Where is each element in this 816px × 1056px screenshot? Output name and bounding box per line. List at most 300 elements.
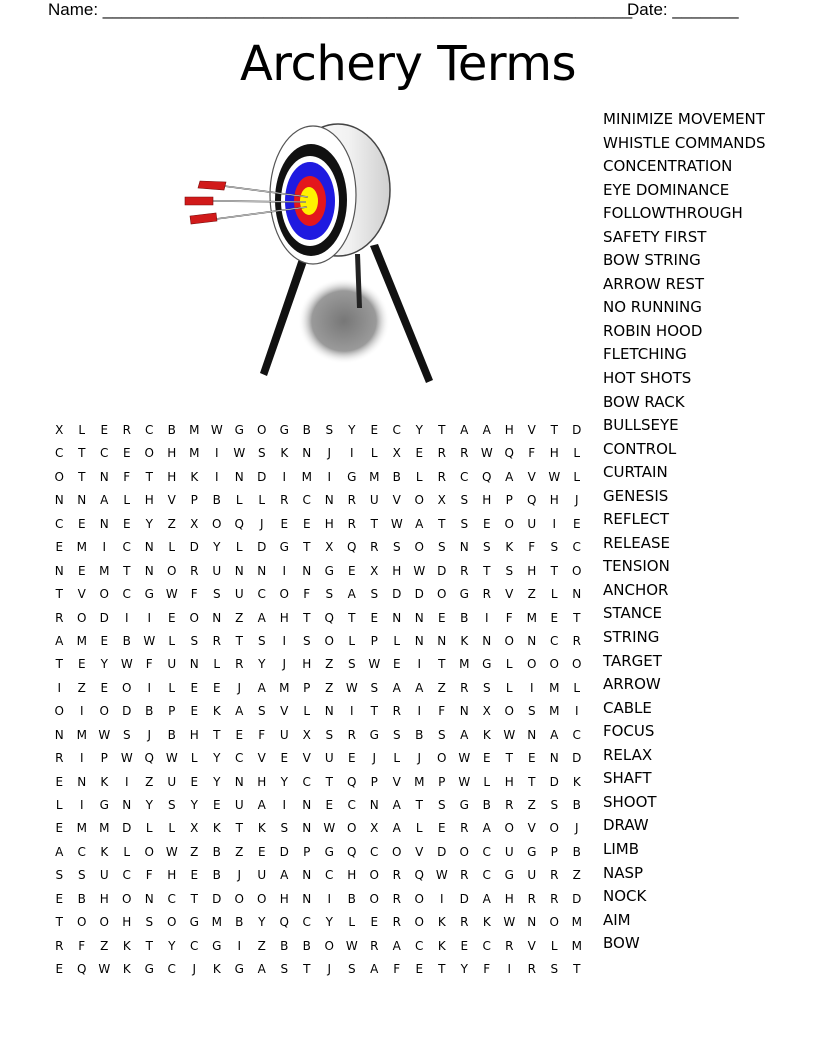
grid-letter: H	[392, 563, 402, 578]
grid-letter: V	[302, 751, 311, 766]
word-list-item: FOLLOWTHROUGH	[603, 204, 743, 223]
grid-letter: K	[505, 540, 514, 555]
grid-letter: O	[527, 657, 537, 672]
word-list-item: CONCENTRATION	[603, 157, 733, 176]
grid-letter: I	[327, 469, 332, 484]
grid-letter: O	[122, 891, 132, 906]
grid-letter: Y	[213, 774, 221, 789]
grid-letter: R	[235, 657, 244, 672]
grid-letter: P	[438, 774, 446, 789]
grid-letter: E	[437, 821, 446, 836]
grid-letter: F	[528, 446, 536, 461]
grid-letter: U	[369, 493, 379, 508]
grid-letter: T	[438, 516, 446, 531]
grid-letter: R	[280, 493, 289, 508]
grid-letter: I	[102, 540, 107, 555]
grid-letter: H	[482, 493, 492, 508]
grid-letter: E	[347, 751, 356, 766]
grid-letter: E	[77, 563, 86, 578]
grid-row	[48, 607, 588, 630]
grid-letter: P	[190, 493, 198, 508]
word-list-item: NO RUNNING	[603, 298, 702, 317]
grid-letter: E	[415, 446, 424, 461]
grid-letter: F	[438, 704, 446, 719]
grid-letter: D	[392, 587, 402, 602]
grid-letter: S	[437, 540, 446, 555]
grid-letter: E	[212, 680, 221, 695]
grid-letter: R	[392, 915, 401, 930]
grid-letter: O	[572, 657, 582, 672]
grid-letter: S	[347, 962, 356, 977]
grid-row	[48, 583, 588, 606]
grid-letter: B	[167, 727, 176, 742]
grid-letter: N	[54, 493, 64, 508]
grid-letter: G	[459, 587, 469, 602]
grid-letter: O	[99, 587, 109, 602]
grid-letter: T	[55, 657, 63, 672]
grid-letter: D	[122, 704, 132, 719]
grid-letter: J	[417, 751, 422, 766]
grid-letter: O	[324, 938, 334, 953]
grid-letter: Y	[325, 915, 333, 930]
word-list-item: REFLECT	[603, 510, 669, 529]
grid-letter: H	[279, 610, 289, 625]
grid-letter: R	[437, 469, 446, 484]
grid-letter: M	[76, 727, 87, 742]
grid-letter: T	[438, 657, 446, 672]
word-list-item: GENESIS	[603, 486, 669, 505]
grid-letter: Q	[504, 446, 514, 461]
grid-letter: W	[323, 821, 336, 836]
grid-letter: O	[504, 821, 514, 836]
grid-row	[48, 771, 588, 794]
grid-row	[48, 700, 588, 723]
grid-letter: L	[213, 657, 221, 672]
word-list-item: DRAW	[603, 816, 649, 835]
grid-letter: Y	[213, 751, 221, 766]
grid-letter: L	[235, 540, 243, 555]
grid-letter: W	[98, 962, 111, 977]
grid-letter: M	[189, 446, 200, 461]
grid-letter: K	[482, 727, 491, 742]
grid-letter: R	[572, 633, 581, 648]
grid-letter: E	[437, 610, 446, 625]
grid-letter: R	[370, 540, 379, 555]
word-list-item: ROBIN HOOD	[603, 321, 703, 340]
grid-letter: B	[415, 727, 424, 742]
grid-letter: S	[460, 493, 469, 508]
grid-letter: L	[415, 821, 423, 836]
grid-letter: Z	[257, 938, 266, 953]
grid-letter: K	[437, 915, 446, 930]
grid-letter: O	[549, 821, 559, 836]
grid-row	[48, 958, 588, 981]
grid-letter: R	[505, 938, 514, 953]
grid-letter: N	[572, 587, 582, 602]
grid-letter: U	[212, 563, 222, 578]
grid-letter: F	[145, 868, 153, 883]
word-list-item: SHAFT	[603, 769, 652, 788]
grid-letter: I	[124, 610, 129, 625]
grid-letter: L	[573, 680, 581, 695]
grid-letter: V	[392, 774, 401, 789]
grid-row	[48, 935, 588, 958]
grid-letter: Y	[145, 798, 153, 812]
grid-letter: N	[234, 469, 244, 484]
grid-letter: Y	[280, 774, 288, 789]
grid-letter: M	[571, 938, 582, 953]
grid-letter: Z	[145, 774, 154, 789]
grid-letter: H	[549, 493, 559, 508]
grid-letter: K	[122, 962, 131, 977]
grid-letter: R	[347, 727, 356, 742]
grid-letter: L	[123, 493, 131, 508]
grid-letter: K	[100, 774, 109, 789]
grid-letter: O	[504, 633, 514, 648]
grid-letter: S	[302, 633, 311, 648]
grid-letter: O	[414, 915, 424, 930]
grid-letter: Q	[347, 774, 357, 789]
grid-letter: B	[167, 423, 176, 437]
grid-letter: C	[302, 774, 311, 789]
grid-letter: A	[257, 962, 266, 977]
grid-letter: Z	[167, 516, 176, 531]
grid-letter: M	[369, 469, 380, 484]
grid-letter: L	[123, 844, 131, 859]
grid-letter: N	[189, 657, 199, 672]
grid-letter: R	[55, 751, 64, 766]
grid-letter: L	[168, 633, 176, 648]
grid-letter: Z	[235, 610, 244, 625]
grid-letter: E	[257, 844, 266, 859]
grid-letter: M	[526, 610, 537, 625]
grid-letter: Y	[213, 540, 221, 555]
grid-letter: G	[347, 469, 357, 484]
grid-letter: C	[55, 446, 64, 461]
grid-letter: O	[414, 493, 424, 508]
grid-letter: L	[573, 469, 581, 484]
grid-row	[48, 888, 588, 911]
word-list-item: NOCK	[603, 887, 647, 906]
grid-letter: I	[574, 704, 579, 719]
grid-letter: A	[460, 727, 469, 742]
grid-letter: J	[574, 821, 579, 836]
grid-letter: K	[212, 821, 221, 836]
grid-letter: H	[257, 774, 267, 789]
grid-letter: O	[369, 891, 379, 906]
grid-letter: F	[303, 587, 311, 602]
grid-letter: L	[168, 680, 176, 695]
grid-letter: M	[76, 540, 87, 555]
grid-letter: S	[122, 727, 131, 742]
word-list-item: MINIMIZE MOVEMENT	[603, 110, 765, 128]
grid-letter: T	[145, 469, 153, 484]
grid-letter: F	[78, 938, 86, 953]
grid-letter: J	[327, 962, 332, 977]
grid-letter: A	[505, 469, 514, 484]
grid-letter: R	[437, 446, 446, 461]
grid-letter: M	[76, 633, 87, 648]
grid-letter: I	[79, 751, 84, 766]
grid-letter: R	[550, 868, 559, 883]
grid-letter: I	[282, 469, 287, 484]
grid-letter: O	[414, 891, 424, 906]
grid-letter: X	[55, 423, 64, 437]
grid-letter: Z	[527, 587, 536, 602]
grid-letter: T	[145, 938, 153, 953]
grid-letter: E	[55, 540, 64, 555]
grid-letter: U	[324, 751, 334, 766]
grid-letter: C	[167, 891, 176, 906]
grid-letter: W	[390, 516, 403, 531]
grid-letter: C	[572, 540, 581, 555]
grid-letter: R	[55, 938, 64, 953]
word-list-item: RELEASE	[603, 533, 670, 552]
grid-letter: T	[55, 587, 63, 602]
grid-letter: I	[214, 469, 219, 484]
grid-letter: T	[370, 516, 378, 531]
grid-row	[48, 513, 588, 536]
grid-letter: N	[99, 516, 109, 531]
grid-letter: K	[280, 446, 289, 461]
grid-letter: F	[145, 657, 153, 672]
grid-letter: R	[55, 610, 64, 625]
grid-letter: U	[234, 587, 244, 602]
grid-letter: I	[349, 704, 354, 719]
grid-letter: Q	[144, 751, 154, 766]
grid-letter: L	[393, 751, 401, 766]
grid-letter: S	[55, 868, 64, 883]
grid-letter: P	[168, 704, 176, 719]
grid-letter: I	[439, 891, 444, 906]
grid-letter: E	[100, 633, 109, 648]
grid-letter: M	[459, 657, 470, 672]
grid-letter: D	[572, 423, 582, 437]
grid-letter: I	[417, 657, 422, 672]
grid-letter: V	[527, 469, 536, 484]
grid-letter: C	[167, 962, 176, 977]
grid-letter: A	[392, 938, 401, 953]
grid-letter: K	[190, 469, 199, 484]
grid-letter: J	[237, 868, 242, 883]
grid-letter: F	[123, 469, 131, 484]
grid-letter: R	[460, 563, 469, 578]
grid-letter: G	[144, 962, 154, 977]
grid-letter: A	[482, 821, 491, 836]
page-title: Archery Terms	[239, 36, 577, 92]
grid-letter: W	[165, 751, 178, 766]
grid-letter: E	[347, 563, 356, 578]
grid-letter: Q	[234, 516, 244, 531]
grid-letter: N	[302, 446, 312, 461]
grid-letter: D	[572, 751, 582, 766]
grid-letter: Z	[325, 657, 334, 672]
grid-letter: Q	[347, 540, 357, 555]
grid-letter: E	[122, 446, 131, 461]
grid-letter: I	[282, 563, 287, 578]
grid-letter: E	[370, 610, 379, 625]
grid-letter: O	[144, 844, 154, 859]
grid-letter: E	[55, 891, 64, 906]
grid-letter: E	[100, 423, 109, 437]
grid-letter: V	[77, 587, 86, 602]
grid-row	[48, 864, 588, 887]
grid-letter: H	[279, 891, 289, 906]
grid-letter: S	[505, 563, 514, 578]
grid-letter: A	[257, 680, 266, 695]
grid-letter: T	[303, 540, 311, 555]
grid-letter: K	[482, 915, 491, 930]
grid-letter: L	[235, 493, 243, 508]
grid-letter: F	[258, 727, 266, 742]
word-list-item: HOT SHOTS	[603, 369, 692, 388]
grid-letter: N	[302, 868, 312, 883]
grid-letter: S	[550, 962, 559, 977]
grid-letter: I	[282, 798, 287, 812]
grid-letter: E	[190, 868, 199, 883]
grid-letter: M	[189, 423, 200, 437]
grid-letter: N	[54, 563, 64, 578]
grid-letter: C	[55, 516, 64, 531]
grid-letter: C	[482, 938, 491, 953]
grid-letter: N	[257, 563, 267, 578]
grid-letter: C	[325, 868, 334, 883]
grid-letter: O	[77, 610, 87, 625]
grid-letter: K	[257, 821, 266, 836]
grid-letter: I	[124, 774, 129, 789]
grid-letter: U	[527, 868, 537, 883]
grid-letter: I	[214, 446, 219, 461]
grid-letter: V	[280, 704, 289, 719]
grid-letter: R	[460, 680, 469, 695]
grid-letter: N	[459, 704, 469, 719]
word-search-grid	[48, 419, 588, 977]
grid-letter: A	[550, 727, 559, 742]
grid-letter: S	[482, 680, 491, 695]
grid-letter: N	[324, 704, 334, 719]
grid-letter: E	[77, 516, 86, 531]
grid-letter: G	[279, 540, 289, 555]
grid-letter: H	[189, 727, 199, 742]
grid-letter: P	[100, 751, 108, 766]
grid-letter: V	[527, 423, 536, 437]
grid-letter: Y	[145, 516, 153, 531]
grid-letter: C	[572, 727, 581, 742]
grid-letter: B	[347, 891, 356, 906]
grid-letter: Q	[279, 915, 289, 930]
grid-letter: W	[435, 868, 448, 883]
grid-letter: J	[372, 751, 377, 766]
grid-row	[48, 653, 588, 676]
grid-letter: N	[99, 469, 109, 484]
grid-letter: V	[527, 821, 536, 836]
grid-letter: U	[527, 516, 537, 531]
grid-letter: T	[438, 962, 446, 977]
grid-letter: D	[459, 891, 469, 906]
word-list	[603, 108, 766, 956]
grid-letter: T	[348, 610, 356, 625]
grid-letter: H	[302, 657, 312, 672]
grid-letter: I	[282, 633, 287, 648]
grid-letter: I	[237, 938, 242, 953]
grid-letter: C	[460, 469, 469, 484]
grid-letter: S	[167, 798, 176, 812]
grid-letter: H	[504, 423, 514, 437]
grid-letter: Y	[168, 938, 176, 953]
grid-letter: D	[257, 540, 267, 555]
grid-letter: P	[550, 844, 558, 859]
grid-letter: E	[100, 680, 109, 695]
grid-letter: E	[482, 751, 491, 766]
grid-letter: H	[347, 868, 357, 883]
grid-letter: G	[234, 962, 244, 977]
grid-letter: C	[257, 587, 266, 602]
grid-letter: T	[235, 633, 243, 648]
grid-letter: R	[460, 821, 469, 836]
grid-letter: E	[370, 423, 379, 437]
word-list-item: BOW STRING	[603, 251, 701, 270]
grid-letter: K	[460, 633, 469, 648]
grid-letter: Y	[258, 915, 266, 930]
grid-letter: O	[324, 633, 334, 648]
grid-letter: L	[168, 821, 176, 836]
grid-letter: X	[437, 493, 446, 508]
grid-letter: L	[505, 657, 513, 672]
grid-letter: V	[167, 493, 176, 508]
grid-letter: A	[257, 610, 266, 625]
grid-letter: W	[120, 657, 133, 672]
grid-letter: N	[527, 727, 537, 742]
grid-letter: S	[257, 704, 266, 719]
grid-letter: T	[78, 446, 86, 461]
grid-letter: S	[325, 587, 334, 602]
grid-letter: V	[257, 751, 266, 766]
grid-letter: B	[77, 891, 86, 906]
grid-letter: A	[482, 891, 491, 906]
grid-letter: E	[122, 516, 131, 531]
grid-letter: D	[122, 821, 132, 836]
grid-letter: W	[120, 751, 133, 766]
grid-letter: L	[168, 540, 176, 555]
grid-letter: E	[280, 751, 289, 766]
grid-row	[48, 911, 588, 934]
grid-letter: A	[460, 423, 469, 437]
grid-letter: L	[393, 633, 401, 648]
grid-letter: W	[165, 844, 178, 859]
grid-letter: L	[303, 704, 311, 719]
grid-letter: K	[122, 938, 131, 953]
grid-letter: E	[460, 938, 469, 953]
grid-letter: T	[123, 563, 131, 578]
grid-letter: G	[459, 798, 469, 812]
grid-letter: R	[190, 563, 199, 578]
grid-letter: O	[347, 821, 357, 836]
grid-letter: E	[527, 751, 536, 766]
grid-letter: N	[527, 915, 537, 930]
grid-letter: L	[573, 446, 581, 461]
grid-letter: N	[302, 563, 312, 578]
word-list-item: BOW RACK	[603, 392, 685, 411]
grid-letter: O	[414, 540, 424, 555]
grid-letter: T	[550, 423, 558, 437]
grid-letter: N	[54, 727, 64, 742]
grid-letter: D	[437, 844, 447, 859]
grid-letter: U	[99, 868, 109, 883]
grid-row	[48, 630, 588, 653]
grid-letter: G	[527, 844, 537, 859]
word-list-item: SHOOT	[603, 792, 657, 811]
grid-letter: G	[324, 563, 334, 578]
